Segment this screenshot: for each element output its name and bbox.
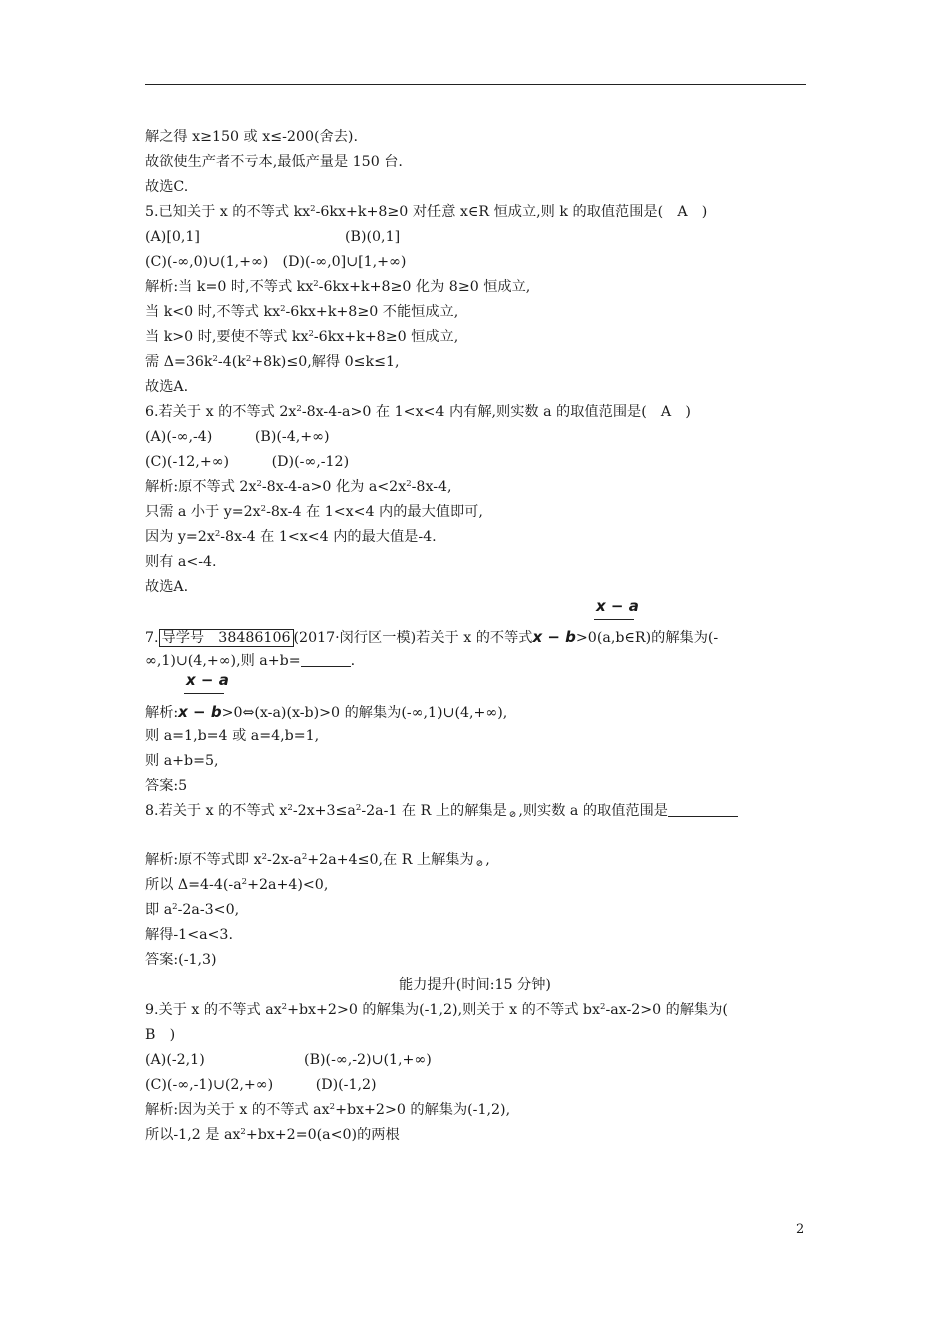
- solution-line: 所以-1,2 是 $ax^2+bx+2=0(a<0)$的两根: [145, 1127, 400, 1143]
- question-7-cont: ∞,1)∪(4,+∞),则 a+b= .: [145, 653, 356, 669]
- solution-line: 解析:x − b>0⇔(x-a)(x-b)>0 的解集为(-∞,1)∪(4,+∞),: [145, 703, 508, 721]
- empty-set-symbol: ⊘: [475, 859, 484, 869]
- q5-option-b: (B)(0,1]: [345, 229, 401, 245]
- solution-line: 当 k>0 时,要使不等式 $kx^2-6kx+k+8\ge 0$ 恒成立,: [145, 329, 459, 345]
- solution-line: 则有 a<-4.: [145, 554, 217, 570]
- header-rule: [145, 84, 806, 85]
- solution-line: 需 $\Delta=36k^2-4(k^2+8k)\le 0$,解得 0≤k≤1,: [145, 354, 400, 370]
- question-9-cont: B ): [145, 1027, 176, 1043]
- page-number: 2: [796, 1222, 805, 1237]
- text-line: 故欲使生产者不亏本,最低产量是 150 台.: [145, 154, 403, 170]
- solution-line: 解析:原不等式即 $x^2-2x-a^2+2a+4\le 0$,在 R 上解集为 ⊘ ,: [145, 852, 490, 869]
- q9-options-ab: (A)(-2,1) (B)(-∞,-2)∪(1,+∞): [145, 1052, 432, 1068]
- solution-line: 只需 a 小于 $y=2x^2-8x-4$ 在 1<x<4 内的最大值即可,: [145, 504, 483, 520]
- q5-option-a: (A)[0,1]: [145, 229, 200, 245]
- question-id-box: 导学号 38486106: [159, 629, 294, 647]
- fraction-numerator: x − a: [596, 597, 639, 615]
- fraction-bar: [594, 619, 634, 620]
- answer-blank: [668, 804, 738, 817]
- q9-options-cd: (C)(-∞,-1)∪(2,+∞) (D)(-1,2): [145, 1077, 377, 1093]
- solution-line: 解析:当 k=0 时,不等式 $kx^2-6kx+k+8\ge 0$ 化为 8≥0 恒成立,: [145, 279, 531, 295]
- q6-options-cd: (C)(-12,+∞) (D)(-∞,-12): [145, 454, 350, 470]
- question-5: 5.已知关于 x 的不等式 $kx^2-6kx+k+8\ge 0$ 对任意 x∈R 恒成立,则 k 的取值范围是( A ): [145, 204, 708, 220]
- fraction-denominator: x − b: [532, 628, 576, 646]
- question-8: 8.若关于 x 的不等式 $x^2-2x+3\le a^2-2a-1$ 在 R 上的解集是 ⊘ ,则实数 a 的取值范围是: [145, 802, 738, 824]
- text-line: 故选C.: [145, 179, 189, 195]
- solution-line: 则 a+b=5,: [145, 753, 219, 769]
- q6-options-ab: (A)(-∞,-4) (B)(-4,+∞): [145, 429, 330, 445]
- fraction-denominator: x − b: [178, 703, 222, 721]
- solution-line: 故选A.: [145, 579, 189, 595]
- fraction-bar: [184, 693, 224, 694]
- question-9: 9.关于 x 的不等式 $ax^2+bx+2>0$ 的解集为(-1,2),则关于 x 的不等式 $bx^2-ax-2>0$ 的解集为(: [145, 1002, 728, 1018]
- solution-line: 即 $a^2-2a-3<0$,: [145, 902, 240, 918]
- solution-line: 解得-1<a<3.: [145, 927, 233, 943]
- solution-line: 当 k<0 时,不等式 $kx^2-6kx+k+8\ge 0$ 不能恒成立,: [145, 304, 459, 320]
- text-line: 解之得 x≥150 或 x≤-200(舍去).: [145, 129, 358, 145]
- solution-line: 答案:(-1,3): [145, 952, 217, 968]
- solution-line: 因为 $y=2x^2-8x-4$ 在 1<x<4 内的最大值是-4.: [145, 529, 437, 545]
- answer-blank: [301, 654, 351, 667]
- solution-line: 故选A.: [145, 379, 189, 395]
- solution-line: 则 a=1,b=4 或 a=4,b=1,: [145, 728, 320, 744]
- solution-line: 解析:原不等式 $2x^2-8x-4-a>0$ 化为 $a<2x^2-8x-4$,: [145, 479, 452, 495]
- fraction-numerator: x − a: [186, 671, 229, 689]
- solution-line: 所以 $\Delta=4-4(-a^2+2a+4)<0$,: [145, 877, 329, 893]
- solution-line: 答案:5: [145, 778, 188, 794]
- q5-options-cd: (C)(-∞,0)∪(1,+∞) (D)(-∞,0]∪[1,+∞): [145, 254, 407, 270]
- question-6: 6.若关于 x 的不等式 $2x^2-8x-4-a>0$ 在 1<x<4 内有解,则实数 a 的取值范围是( A ): [145, 404, 691, 420]
- section-heading: 能力提升(时间:15 分钟): [399, 977, 551, 993]
- question-7: 7. 导学号 38486106 (2017·闵行区一模)若关于 x 的不等式x − b>0(a,b∈R)的解集为(-: [145, 628, 719, 646]
- empty-set-symbol: ⊘: [508, 810, 517, 820]
- solution-line: 解析:因为关于 x 的不等式 $ax^2+bx+2>0$ 的解集为(-1,2),: [145, 1102, 511, 1118]
